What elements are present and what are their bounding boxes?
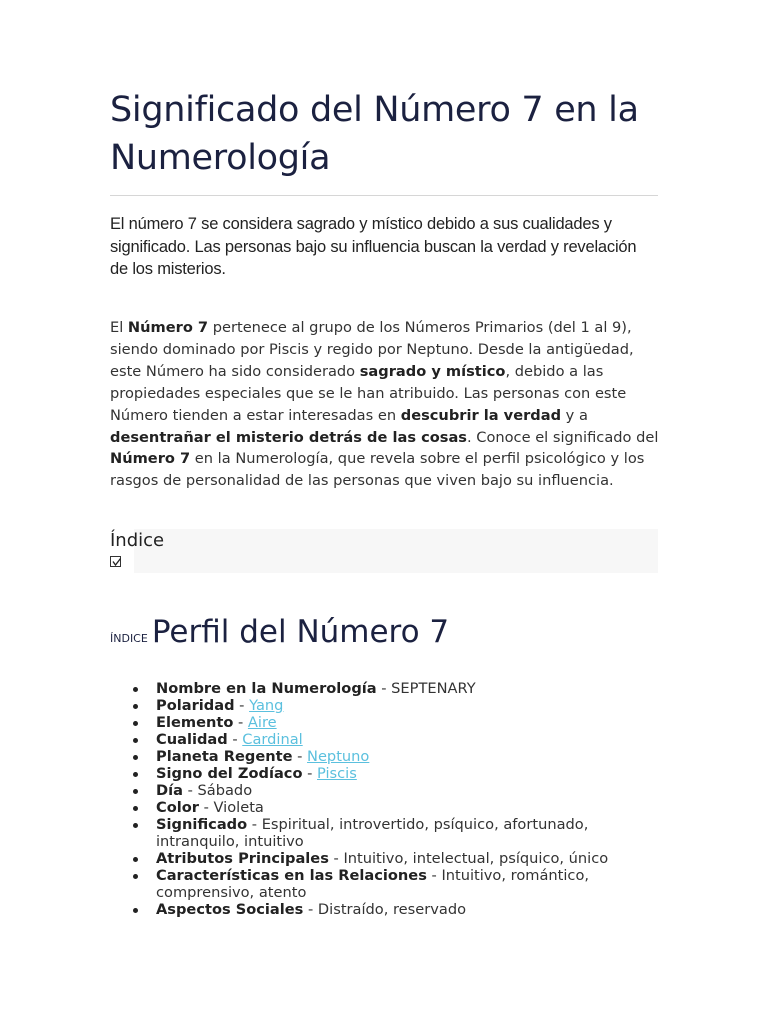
profile-item	[156, 765, 656, 782]
profile-separator: -	[328, 850, 344, 867]
section-heading	[110, 612, 449, 652]
profile-separator: -	[292, 748, 308, 765]
profile-item	[156, 816, 656, 850]
profile-item	[156, 901, 656, 918]
profile-label: Día	[156, 782, 183, 799]
profile-value-link[interactable]: Yang	[249, 697, 284, 714]
profile-label: Características en las Relaciones	[156, 867, 427, 884]
body-text: , debido a las propiedades especiales que se le han atribuido. Las personas con este Número tienden a estar interesadas en	[110, 362, 627, 424]
profile-label: Aspectos Sociales	[156, 901, 304, 918]
profile-separator: -	[234, 697, 250, 714]
profile-label: Significado	[156, 816, 248, 833]
profile-list	[110, 680, 656, 918]
profile-separator: -	[376, 680, 392, 697]
profile-label: Polaridad	[156, 697, 235, 714]
profile-item	[156, 731, 656, 748]
section-kicker-link[interactable]: ÍNDICE	[110, 632, 148, 645]
profile-separator: -	[302, 765, 318, 782]
profile-value: Violeta	[213, 799, 264, 816]
profile-separator: -	[247, 816, 262, 833]
toc-title: Índice	[110, 530, 165, 551]
section-title: Perfil del Número 7	[151, 614, 450, 650]
bold-phrase: desentrañar el misterio detrás de las cosas	[110, 428, 467, 446]
profile-value: Intuitivo, intelectual, psíquico, único	[343, 850, 609, 867]
body-text: pertenece al grupo de los Números Primarios (del 1 al 9), siendo dominado por Piscis y regido por Neptuno. Desde la antigüedad, este Número ha sido considerado	[110, 319, 634, 380]
profile-value: Espiritual, introvertido, psíquico, afortunado, intranquilo, intuitivo	[156, 816, 589, 850]
profile-separator: -	[426, 867, 442, 884]
body-text: . Conoce el significado del	[466, 428, 659, 446]
profile-separator: -	[303, 901, 318, 918]
lead-paragraph: El número 7 se considera sagrado y místico debido a sus cualidades y significado. Las personas bajo su influencia buscan la verdad y revelación de los misterios.	[110, 215, 637, 278]
profile-label: Atributos Principales	[156, 850, 329, 867]
profile-label: Elemento	[156, 714, 234, 731]
body-text: y a	[561, 406, 588, 424]
checkbox-toggle-icon[interactable]	[110, 556, 121, 567]
bold-phrase: sagrado y místico	[359, 362, 506, 380]
profile-item	[156, 697, 656, 714]
profile-item	[156, 680, 656, 697]
profile-label: Signo del Zodíaco	[156, 765, 303, 782]
body-text: en la Numerología, que revela sobre el perfil psicológico y los rasgos de personalidad de las personas que viven bajo su influencia.	[110, 450, 645, 490]
profile-item	[156, 782, 656, 799]
profile-value: Distraído, reservado	[317, 901, 467, 918]
bold-phrase: descubrir la verdad	[400, 406, 562, 424]
body-text: El	[110, 319, 128, 336]
profile-separator: -	[233, 714, 248, 731]
profile-item	[156, 714, 656, 731]
profile-label: Color	[156, 799, 199, 816]
profile-item	[156, 850, 656, 867]
profile-item	[156, 867, 656, 901]
body-paragraph	[110, 317, 662, 492]
profile-value-link[interactable]: Piscis	[317, 765, 357, 782]
profile-item	[156, 748, 656, 765]
profile-label: Planeta Regente	[156, 748, 293, 765]
bold-phrase: Número 7	[127, 319, 209, 336]
profile-item	[156, 799, 656, 816]
bold-phrase: Número 7	[110, 450, 191, 468]
profile-value: Sábado	[197, 782, 253, 799]
profile-value-link[interactable]: Neptuno	[307, 748, 370, 765]
profile-label: Cualidad	[156, 731, 228, 748]
profile-label: Nombre en la Numerología	[156, 680, 377, 697]
profile-value-link[interactable]: Aire	[247, 714, 277, 731]
profile-separator: -	[182, 782, 198, 799]
profile-value: SEPTENARY	[391, 680, 476, 697]
title-divider	[110, 195, 658, 196]
table-of-contents	[110, 529, 658, 573]
profile-value: Intuitivo, romántico, comprensivo, atento	[156, 867, 590, 901]
profile-value-link[interactable]: Cardinal	[242, 731, 303, 748]
profile-separator: -	[227, 731, 243, 748]
page-title: Significado del Número 7 en la Numerología	[110, 90, 639, 178]
profile-separator: -	[198, 799, 214, 816]
